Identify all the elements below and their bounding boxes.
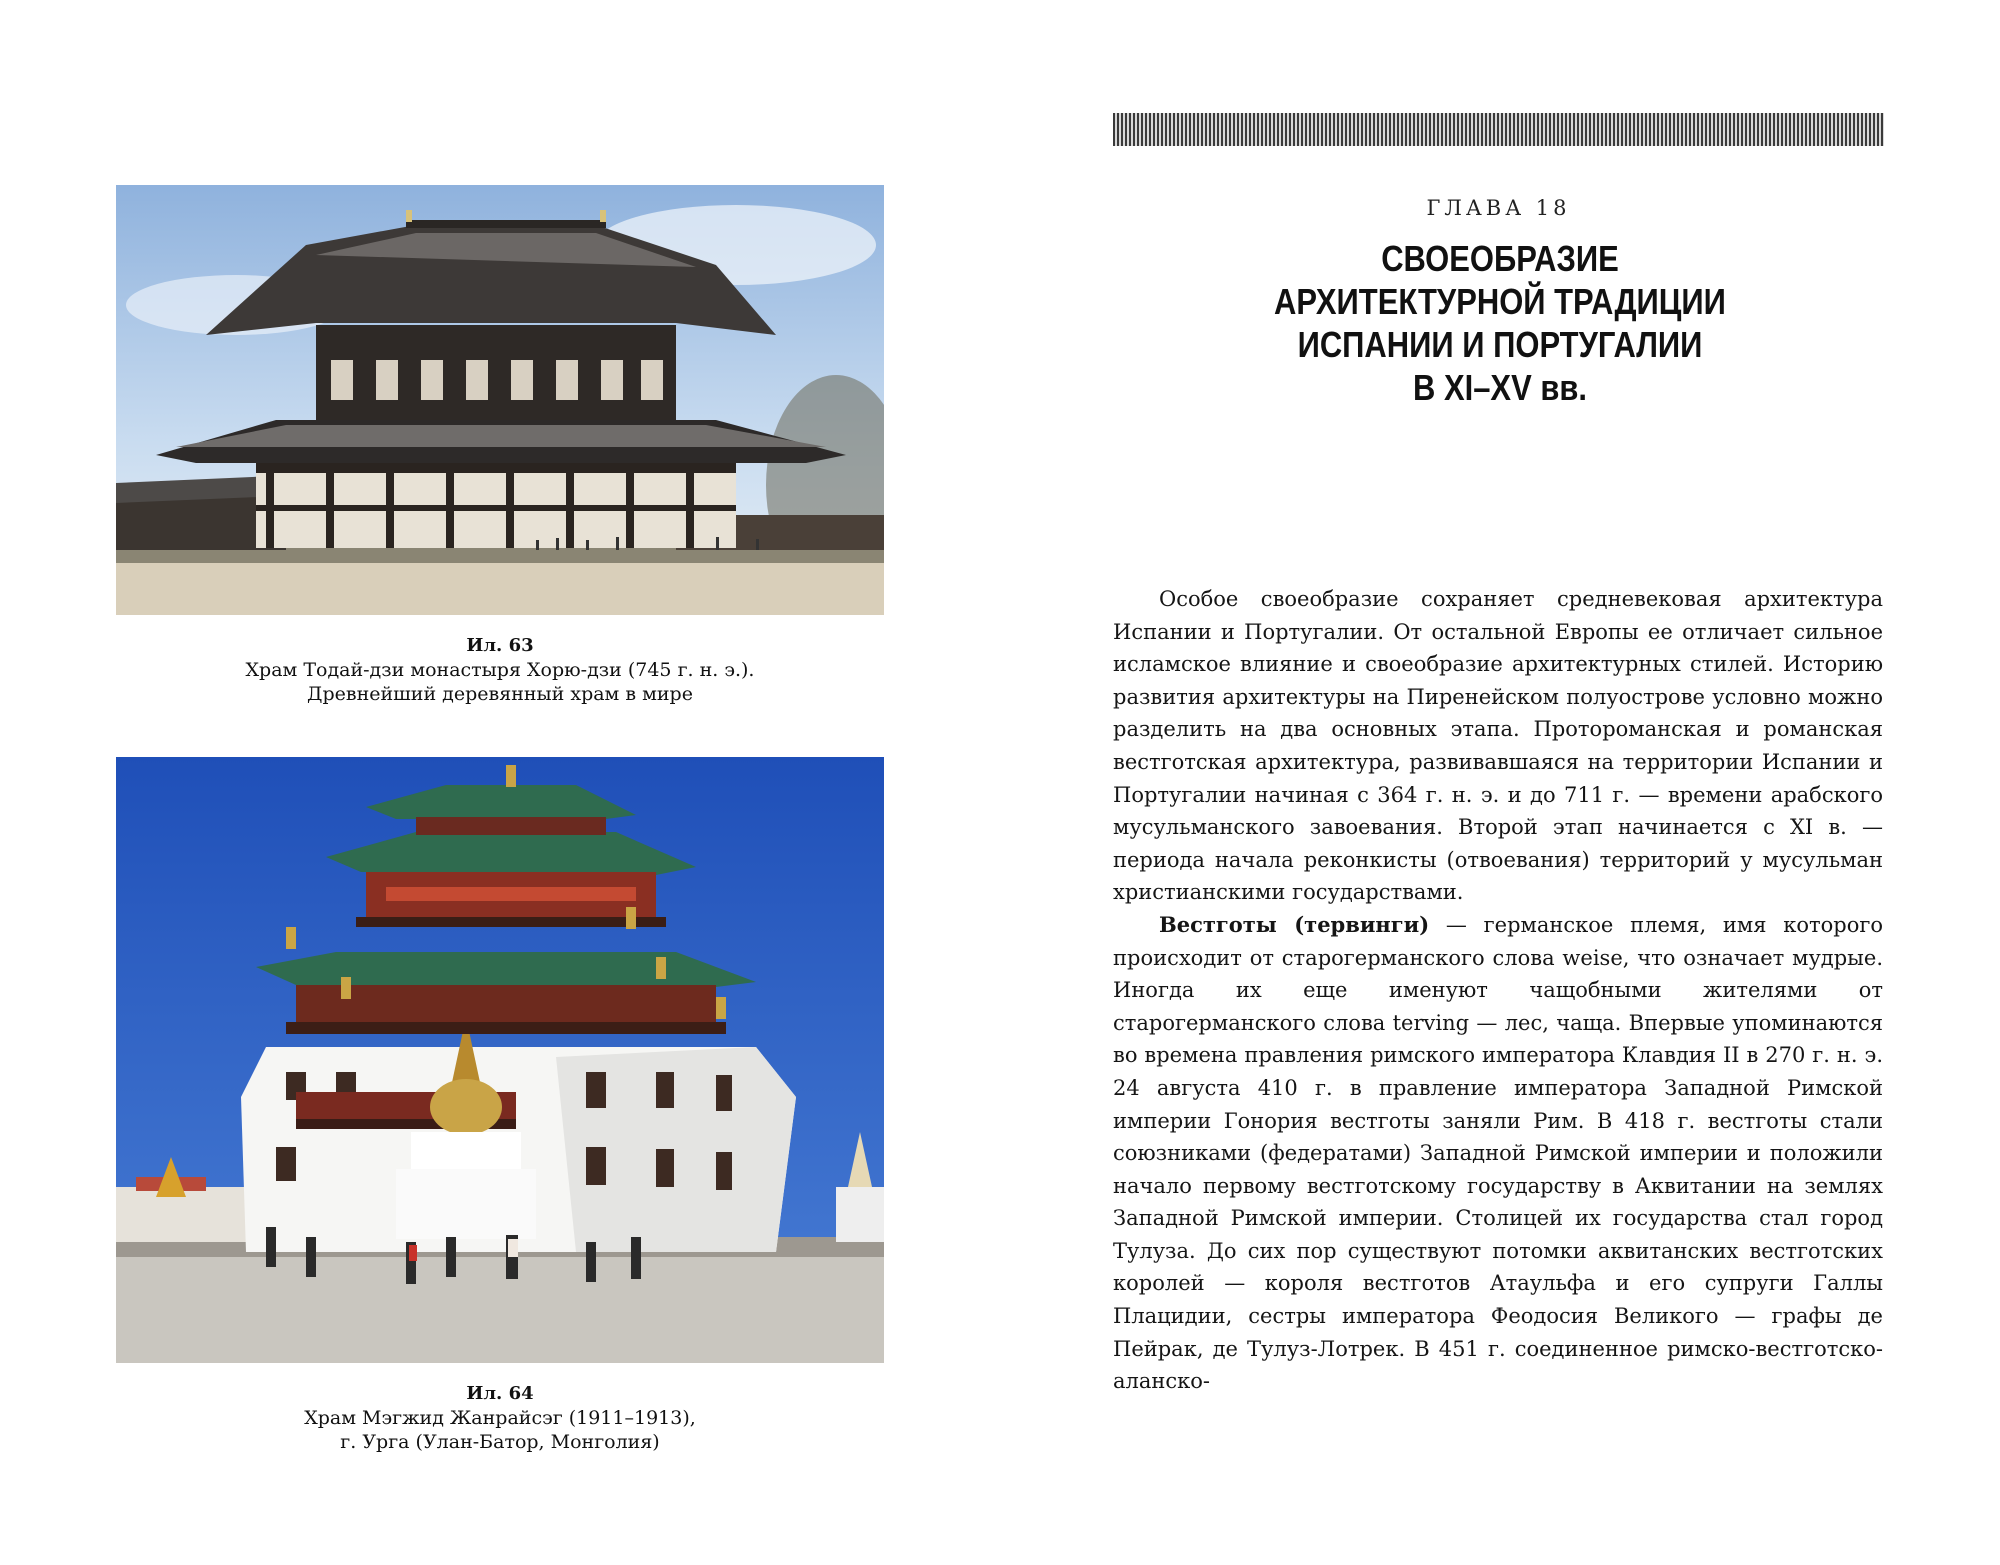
chapter-title — [1199, 237, 1801, 409]
chapter-title-line: СВОЕОБРАЗИЕ — [1381, 238, 1619, 279]
figure-caption-63 — [116, 634, 884, 706]
chapter-label: ГЛАВА 18 — [1426, 196, 1571, 220]
caption-line: Древнейший деревянный храм в мире — [307, 683, 693, 705]
caption-line: Храм Мэгжид Жанрайсэг (1911–1913), — [304, 1407, 696, 1429]
chapter-header-bar — [1113, 113, 1884, 146]
figure-label: Ил. 64 — [466, 1383, 534, 1404]
paragraph-text: — германское племя, имя которого происходит от старогерманского слова weise, что означает мудрые. Иногда их еще именуют чащобными жителями от старогерманского слова terving — лес, чаща. Впервые упоминаются во времена правления римского императора Клавдия II в 270 г. н. э. 24 августа 410 г. в правление императора Западной Римской империи Гонория вестготы заняли Рим. В 418 г. вестготы стали союзниками (федератами) Западной Римской империи и положили начало первому вестготскому государству в Аквитании на землях Западной Римской империи. Столицей их государства стал город Тулуза. До сих пор существуют потомки аквитанских вестготских королей — короля вестготов Атаульфа и его супруги Галлы Плацидии, сестры императора Феодосия Великого — графы де Пейрак, де Тулуз-Лотрек. В 451 г. соединенное римско-вестготско-аланско- — [1113, 912, 1883, 1394]
figure-label: Ил. 63 — [466, 635, 534, 656]
todaiji-illustration — [116, 185, 884, 615]
photo-megjid-janraisig-temple — [116, 757, 884, 1363]
caption-line: Храм Тодай-дзи монастыря Хорю-дзи (745 г. н. э.). — [245, 659, 755, 681]
chapter-title-line: В XI–XV вв. — [1412, 367, 1587, 408]
caption-line: г. Урга (Улан-Батор, Монголия) — [340, 1431, 660, 1453]
photo-todaiji-temple — [116, 185, 884, 615]
chapter-title-line: ИСПАНИИ И ПОРТУГАЛИИ — [1297, 324, 1703, 365]
figure-caption-64 — [116, 1382, 884, 1454]
megjid-illustration — [116, 757, 884, 1363]
right-page — [1000, 0, 2000, 1565]
paragraph — [1113, 909, 1883, 1398]
body-text — [1113, 583, 1883, 1398]
term-visigoths: Вестготы (тервинги) — [1159, 911, 1430, 937]
chapter-title-line: АРХИТЕКТУРНОЙ ТРАДИЦИИ — [1274, 281, 1726, 322]
paragraph: Особое своеобразие сохраняет средневековая архитектура Испании и Португалии. От остальной Европы ее отличает сильное исламское влияние и своеобразие архитектурных стилей. Историю развития архитектуры на Пиренейском полуострове условно можно разделить на два основных этапа. Протороманская и романская вестготская архитектура, развивавшаяся на территории Испании и Португалии начиная с 364 г. н. э. и до 711 г. — времени арабского мусульманского завоевания. Второй этап начинается с XI в. — периода начала реконкисты (отвоевания) территорий у мусульман христианскими государствами. — [1113, 587, 1883, 905]
